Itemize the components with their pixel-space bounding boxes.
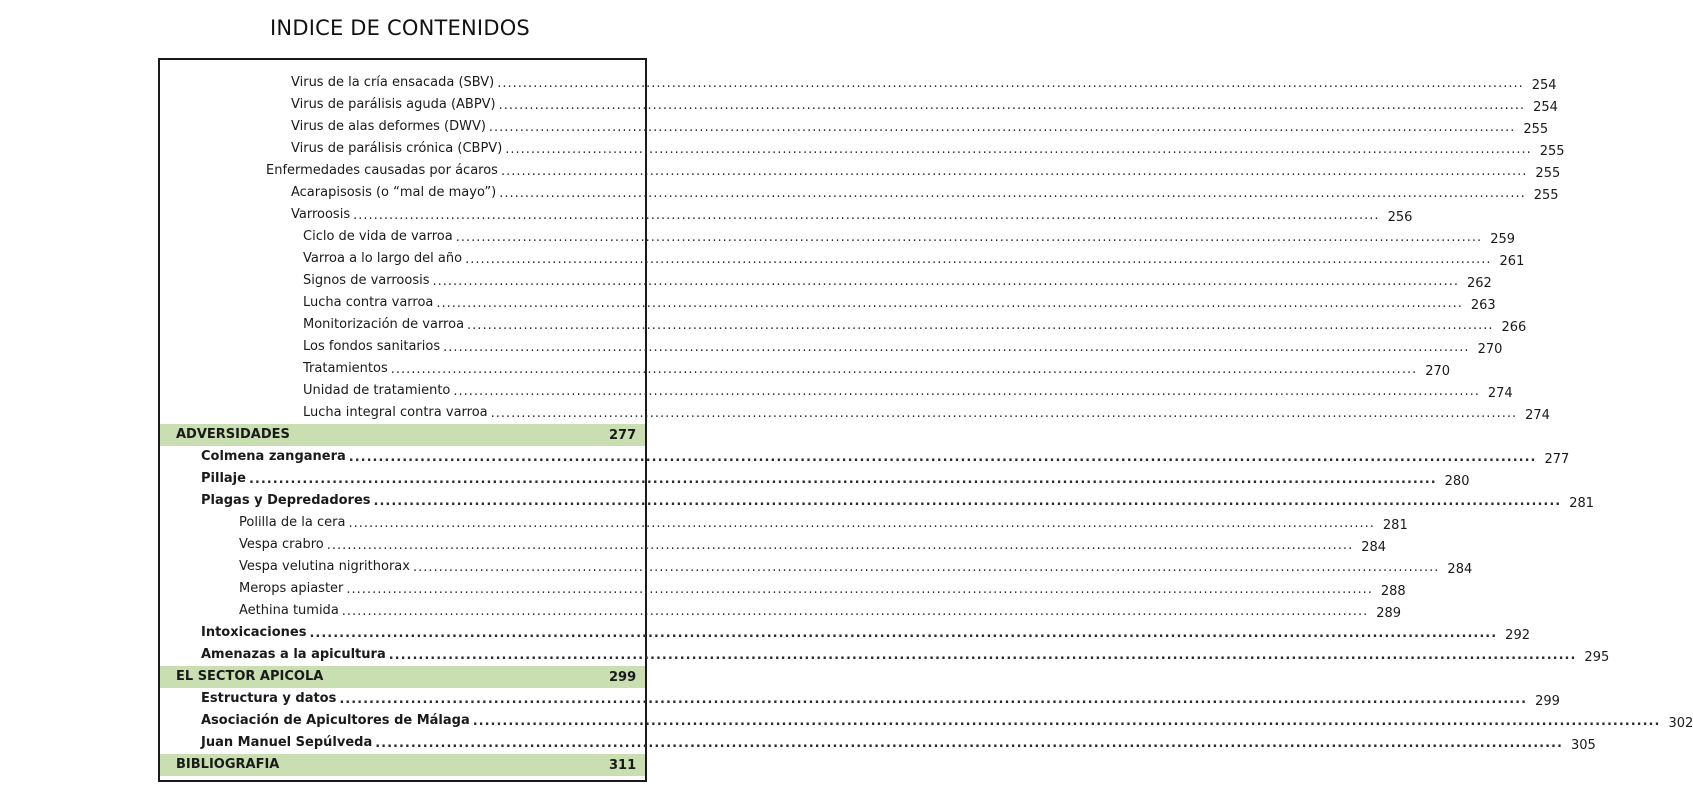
toc-leader-dots: ........................................................................................................................................................................................................ — [348, 516, 1375, 531]
toc-leader-dots: ........................................................................................................................................................................................................ — [500, 164, 1528, 179]
toc-entry-label: Asociación de Apicultores de Málaga — [201, 713, 470, 728]
toc-entry — [160, 160, 1561, 182]
toc-leader-dots: ........................................................................................................................................................................................................ — [353, 208, 1380, 223]
toc-entry-line — [201, 688, 1560, 710]
toc-entry — [160, 182, 1559, 204]
toc-entry-label: EL SECTOR APICOLA — [176, 669, 324, 684]
toc-entry-label: Vespa velutina nigrithorax — [239, 559, 410, 574]
toc-section-heading — [160, 754, 645, 776]
toc-entry — [160, 314, 1527, 336]
toc-entry-line — [239, 534, 1387, 556]
toc-entry-line — [291, 116, 1549, 138]
toc-entry-label: Unidad de tratamiento — [303, 383, 451, 398]
toc-page-number: 292 — [1505, 628, 1530, 643]
toc-entry — [160, 644, 1610, 666]
toc-leader-dots: ........................................................................................................................................................................................................ — [346, 582, 1373, 597]
toc-entry-line — [176, 666, 645, 688]
toc-entry-line — [176, 424, 645, 446]
toc-entry-label: Polilla de la cera — [239, 515, 346, 530]
toc-entry-label: Varroa a lo largo del año — [303, 251, 463, 266]
toc-entry — [160, 204, 1413, 226]
toc-page-number: 256 — [1387, 210, 1413, 225]
toc-leader-dots: ........................................................................................................................................................................................................ — [348, 450, 1537, 465]
toc-entry-label: Tratamientos — [303, 361, 388, 376]
toc-leader-dots: ........................................................................................................................................................................................................ — [498, 98, 1526, 113]
toc-entry-label: Virus de parálisis aguda (ABPV) — [291, 97, 496, 112]
toc-page-number: 302 — [1668, 716, 1693, 731]
toc-entry-label: Enfermedades causadas por ácaros — [266, 163, 498, 178]
toc-entry — [160, 512, 1408, 534]
toc-entry-label: Lucha integral contra varroa — [303, 405, 488, 420]
toc-entry-line — [239, 600, 1402, 622]
toc-entry-line — [201, 644, 1610, 666]
toc-page-number: 255 — [1533, 188, 1559, 203]
toc-entry — [160, 292, 1496, 314]
toc-page-number: 274 — [1525, 408, 1550, 423]
toc-leader-dots: ........................................................................................................................................................................................................ — [472, 714, 1661, 729]
toc-entry-line — [291, 204, 1413, 226]
toc-page-number: 305 — [1570, 738, 1596, 753]
toc-entry-line — [201, 446, 1570, 468]
toc-entry-label: Signos de varroosis — [303, 273, 430, 288]
toc-entry-line — [201, 468, 1470, 490]
toc-page-number: 277 — [1544, 452, 1570, 467]
toc-page-number: 263 — [1470, 298, 1496, 313]
toc-entry-label: Amenazas a la apicultura — [201, 647, 386, 662]
toc-entry-label: Juan Manuel Sepúlveda — [201, 735, 373, 750]
toc-entry-line — [239, 556, 1473, 578]
toc-entry-line — [201, 622, 1530, 644]
toc-entry — [160, 534, 1387, 556]
toc-entry-label: Aethina tumida — [239, 603, 339, 618]
toc-entry-line — [303, 336, 1503, 358]
toc-entry-line — [303, 248, 1525, 270]
toc-entry-line — [291, 94, 1558, 116]
toc-entry — [160, 138, 1565, 160]
toc-entry-line — [201, 732, 1596, 754]
toc-entry-line — [303, 314, 1527, 336]
toc-leader-dots: ........................................................................................................................................................................................................ — [499, 186, 1526, 201]
toc-entry — [160, 688, 1560, 710]
toc-page-number: 284 — [1447, 562, 1473, 577]
toc-entry-line — [291, 182, 1559, 204]
toc-leader-dots: ........................................................................................................................................................................................................ — [341, 604, 1369, 619]
toc-page-number: 254 — [1531, 78, 1557, 93]
toc-entry-label: Virus de parálisis crónica (CBPV) — [291, 141, 503, 156]
toc-page-number: 284 — [1361, 540, 1387, 555]
toc-page-number: 299 — [609, 670, 637, 685]
toc-leader-dots: ........................................................................................................................................................................................................ — [373, 494, 1562, 509]
toc-page-number: 311 — [609, 758, 637, 773]
toc-entry — [160, 270, 1492, 292]
toc-entry-label: Virus de alas deformes (DWV) — [291, 119, 486, 134]
toc-entry-line — [266, 160, 1561, 182]
toc-leader-dots: ........................................................................................................................................................................................................ — [326, 538, 1354, 553]
toc-entry-line — [303, 380, 1513, 402]
toc-entry-label: BIBLIOGRAFIA — [176, 757, 280, 772]
toc-entry-line — [303, 226, 1516, 248]
toc-entry — [160, 248, 1525, 270]
toc-leader-dots: ........................................................................................................................................................................................................ — [455, 230, 1483, 245]
toc-leader-dots: ........................................................................................................................................................................................................ — [490, 406, 1518, 421]
toc-entry — [160, 380, 1513, 402]
toc-entry-label: Virus de la cría ensacada (SBV) — [291, 75, 495, 90]
toc-entry — [160, 556, 1473, 578]
toc-leader-dots: ........................................................................................................................................................................................................ — [309, 626, 1498, 641]
toc-entry — [160, 578, 1406, 600]
toc-leader-dots: ........................................................................................................................................................................................................ — [465, 252, 1492, 267]
toc-page-number: 270 — [1425, 364, 1451, 379]
toc-entry-line — [176, 754, 645, 776]
toc-entry — [160, 116, 1549, 138]
toc-entry-label: Colmena zanganera — [201, 449, 346, 464]
toc-section-heading — [160, 666, 645, 688]
toc-page-number: 262 — [1466, 276, 1492, 291]
toc-page-number: 266 — [1501, 320, 1527, 335]
toc-entry-line — [291, 138, 1565, 160]
toc-entry-label: Vespa crabro — [239, 537, 324, 552]
table-of-contents — [158, 58, 1693, 782]
toc-page-number: 277 — [609, 428, 637, 443]
toc-entry-line — [201, 490, 1595, 512]
toc-page-number: 274 — [1487, 386, 1513, 401]
toc-page-number: 255 — [1539, 144, 1565, 159]
toc-entry-label: Plagas y Depredadores — [201, 493, 371, 508]
toc-page-number: 281 — [1569, 496, 1595, 511]
toc-page-number: 281 — [1382, 518, 1408, 533]
toc-entry-line — [201, 710, 1693, 732]
toc-leader-dots: ........................................................................................................................................................................................................ — [488, 120, 1516, 135]
toc-entry — [160, 468, 1470, 490]
page-title: INDICE DE CONTENIDOS — [270, 16, 530, 40]
toc-entry-label: ADVERSIDADES — [176, 427, 290, 442]
toc-entry-line — [303, 402, 1550, 424]
toc-entry-label: Ciclo de vida de varroa — [303, 229, 453, 244]
toc-entry — [160, 710, 1693, 732]
toc-page-number: 254 — [1533, 100, 1558, 115]
toc-entry-line — [303, 292, 1496, 314]
toc-entry — [160, 402, 1550, 424]
toc-entry — [160, 226, 1516, 248]
toc-entry-line — [303, 358, 1451, 380]
toc-entry — [160, 336, 1503, 358]
toc-entry-label: Intoxicaciones — [201, 625, 307, 640]
toc-entry-line — [239, 512, 1408, 534]
toc-page-number: 261 — [1499, 254, 1525, 269]
toc-entry — [160, 490, 1595, 512]
toc-entry-label: Estructura y datos — [201, 691, 337, 706]
toc-entry-label: Lucha contra varroa — [303, 295, 434, 310]
toc-leader-dots: ........................................................................................................................................................................................................ — [432, 274, 1459, 289]
toc-leader-dots: ........................................................................................................................................................................................................ — [443, 340, 1470, 355]
toc-leader-dots: ........................................................................................................................................................................................................ — [505, 142, 1532, 157]
toc-entry — [160, 358, 1451, 380]
toc-entry — [160, 446, 1570, 468]
toc-leader-dots: ........................................................................................................................................................................................................ — [390, 362, 1418, 377]
toc-leader-dots: ........................................................................................................................................................................................................ — [412, 560, 1440, 575]
toc-leader-dots: ........................................................................................................................................................................................................ — [467, 318, 1494, 333]
toc-leader-dots: ........................................................................................................................................................................................................ — [248, 472, 1437, 487]
toc-entry-line — [303, 270, 1492, 292]
toc-entry-label: Pillaje — [201, 471, 246, 486]
toc-entry-label: Merops apiaster — [239, 581, 344, 596]
toc-entry-label: Acarapisosis (o “mal de mayo”) — [291, 185, 497, 200]
toc-leader-dots: ........................................................................................................................................................................................................ — [339, 692, 1528, 707]
toc-leader-dots: ........................................................................................................................................................................................................ — [375, 736, 1563, 751]
toc-entry — [160, 622, 1530, 644]
toc-entry-line — [291, 72, 1557, 94]
toc-entry-label: Monitorización de varroa — [303, 317, 465, 332]
toc-page-number: 255 — [1523, 122, 1549, 137]
toc-entry — [160, 732, 1596, 754]
toc-page-number: 289 — [1376, 606, 1402, 621]
toc-leader-dots: ........................................................................................................................................................................................................ — [436, 296, 1463, 311]
toc-leader-dots: ........................................................................................................................................................................................................ — [453, 384, 1480, 399]
toc-entry — [160, 94, 1558, 116]
toc-page-number: 295 — [1584, 650, 1610, 665]
toc-entry — [160, 72, 1557, 94]
toc-entry-label: Varroosis — [291, 207, 351, 222]
toc-page-number: 270 — [1477, 342, 1503, 357]
toc-entry — [160, 600, 1402, 622]
toc-section-heading — [160, 424, 645, 446]
toc-page-number: 280 — [1444, 474, 1470, 489]
toc-page-number: 259 — [1490, 232, 1516, 247]
toc-entry-line — [239, 578, 1406, 600]
toc-page-number: 255 — [1535, 166, 1561, 181]
toc-page-number: 299 — [1535, 694, 1560, 709]
toc-page-number: 288 — [1380, 584, 1406, 599]
toc-leader-dots: ........................................................................................................................................................................................................ — [497, 76, 1524, 91]
toc-entry-label: Los fondos sanitarios — [303, 339, 441, 354]
toc-leader-dots: ........................................................................................................................................................................................................ — [388, 648, 1577, 663]
